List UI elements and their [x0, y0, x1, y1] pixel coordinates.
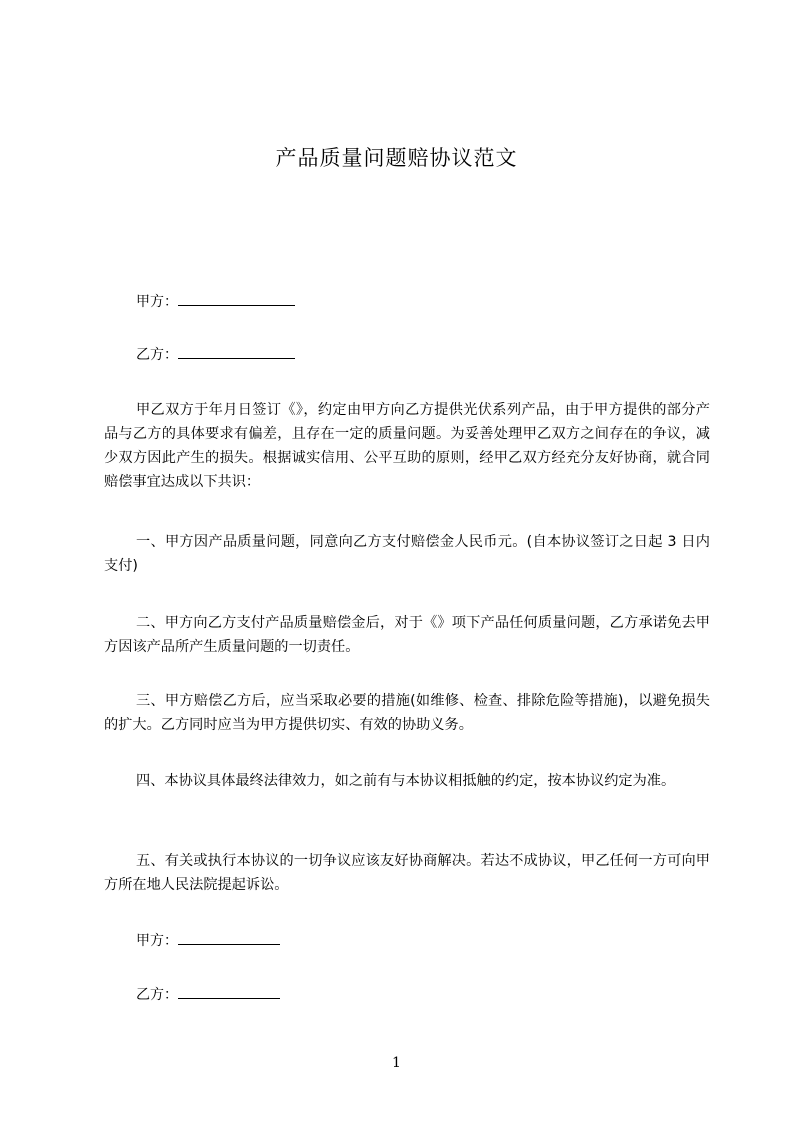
paragraph-preamble: 甲乙双方于年月日签订《》，约定由甲方向乙方提供光伏系列产品，由于甲方提供的部分产品与乙方的具体要求有偏差，且存在一定的质量问题。为妥善处理甲乙双方之间存在的争议，减少双方因此产生的损失。根据诚实信用、公平互助的原则，经甲乙双方经充分友好协商，就合同赔偿事宜达成以下共识： [104, 402, 710, 490]
party-a-blank [178, 291, 295, 306]
party-b-line [136, 344, 295, 365]
signature-a-line [136, 930, 280, 951]
page-number: 1 [392, 1055, 401, 1071]
signature-b-label: 乙方： [136, 987, 178, 1003]
party-b-label: 乙方： [136, 347, 178, 363]
document-title: 产品质量问题赔协议范文 [275, 146, 518, 170]
party-a-line [136, 291, 295, 312]
paragraph-clause-3: 三、甲方赔偿乙方后，应当采取必要的措施(如维修、检查、排除危险等措施)，以避免损失的扩大。乙方同时应当为甲方提供切实、有效的协助义务。 [104, 693, 710, 733]
party-a-label: 甲方： [136, 294, 178, 310]
signature-a-label: 甲方： [136, 933, 178, 949]
paragraph-clause-4: 四、本协议具体最终法律效力，如之前有与本协议相抵触的约定，按本协议约定为准。 [136, 773, 676, 789]
signature-b-line [136, 984, 280, 1005]
party-b-blank [178, 344, 295, 359]
paragraph-clause-1: 一、甲方因产品质量问题，同意向乙方支付赔偿金人民币元。(自本协议签订之日起 3 日内支付) [104, 534, 710, 574]
signature-b-blank [178, 984, 280, 999]
paragraph-clause-2: 二、甲方向乙方支付产品质量赔偿金后，对于《》项下产品任何质量问题，乙方承诺免去甲方因该产品所产生质量问题的一切责任。 [104, 615, 710, 655]
paragraph-clause-5: 五、有关或执行本协议的一切争议应该友好协商解决。若达不成协议，甲乙任何一方可向甲方所在地人民法院提起诉讼。 [104, 853, 710, 893]
signature-a-blank [178, 930, 280, 945]
